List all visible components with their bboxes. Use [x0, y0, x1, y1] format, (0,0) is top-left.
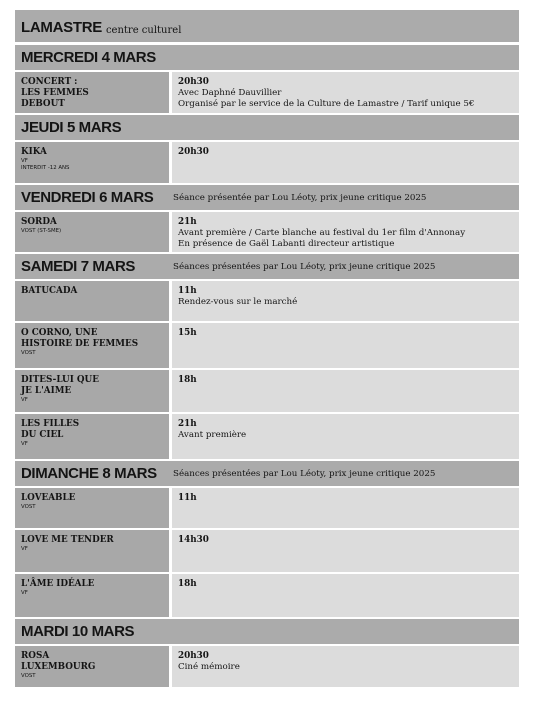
film-tag: VOST [21, 673, 36, 679]
venue-subtitle: centre culturel [105, 25, 182, 36]
event-row [15, 370, 519, 412]
day-title: SAMEDI 7 MARS [21, 258, 135, 275]
film-title-line: LUXEMBOURG [21, 662, 96, 672]
film-cell [15, 212, 169, 252]
film-title-line: BATUCADA [21, 286, 78, 296]
film-title-line: LES FILLES [21, 419, 80, 429]
program-sheet [15, 10, 519, 689]
showtime: 18h [178, 375, 197, 385]
event-row [15, 323, 519, 368]
day-title: DIMANCHE 8 MARS [21, 465, 157, 482]
details-cell [172, 530, 519, 572]
film-title-line: CONCERT : [21, 77, 78, 87]
film-cell [15, 488, 169, 528]
film-title-line: JE L'AIME [21, 386, 72, 396]
film-title-line: HISTOIRE DE FEMMES [21, 339, 139, 349]
film-title-line: KIKA [21, 147, 47, 157]
day-note: Séances présentées par Lou Léoty, prix jeune critique 2025 [173, 468, 436, 479]
film-tag: VF [21, 590, 28, 596]
showtime: 21h [178, 217, 197, 227]
film-tag: VF [21, 546, 28, 552]
film-cell [15, 574, 169, 617]
film-title-line: DITES-LUI QUE [21, 375, 99, 385]
showtime: 20h30 [178, 651, 209, 661]
details-cell [172, 212, 519, 252]
event-detail: Organisé par le service de la Culture de Lamastre / Tarif unique 5€ [178, 99, 475, 109]
showtime: 11h [178, 286, 197, 296]
event-row [15, 488, 519, 528]
film-cell [15, 72, 169, 113]
details-cell [172, 281, 519, 321]
film-tag: VOST [21, 350, 36, 356]
film-title-line: O CORNO, UNE [21, 328, 98, 338]
film-title-line: DEBOUT [21, 99, 65, 109]
event-detail: Ciné mémoire [178, 662, 240, 672]
film-cell [15, 142, 169, 183]
day-title: MARDI 10 MARS [21, 623, 135, 640]
day-header [15, 185, 519, 210]
details-cell [172, 646, 519, 687]
film-title-line: L'ÂME IDÉALE [21, 579, 95, 589]
film-tag: VOST (ST-SME) [21, 228, 62, 234]
film-tag: VF [21, 441, 28, 447]
showtime: 20h30 [178, 147, 209, 157]
venue-name: LAMASTRE [21, 19, 102, 36]
details-cell [172, 370, 519, 412]
event-row [15, 72, 519, 113]
day-header [15, 619, 519, 644]
showtime: 21h [178, 419, 197, 429]
film-cell [15, 414, 169, 459]
details-cell [172, 142, 519, 183]
film-cell [15, 323, 169, 368]
day-note: Séance présentée par Lou Léoty, prix jeune critique 2025 [173, 192, 427, 203]
day-header [15, 45, 519, 70]
day-title: JEUDI 5 MARS [21, 119, 122, 136]
event-row [15, 530, 519, 572]
film-tag: INTERDIT -12 ANS [21, 165, 70, 171]
day-header [15, 115, 519, 140]
day-header [15, 254, 519, 279]
event-detail: Rendez-vous sur le marché [178, 297, 298, 307]
details-cell [172, 574, 519, 617]
day-header [15, 461, 519, 486]
event-row [15, 574, 519, 617]
event-row [15, 142, 519, 183]
showtime: 14h30 [178, 535, 209, 545]
day-title: MERCREDI 4 MARS [21, 49, 156, 66]
details-cell [172, 414, 519, 459]
showtime: 11h [178, 493, 197, 503]
film-title-line: SORDA [21, 217, 57, 227]
details-cell [172, 488, 519, 528]
film-title-line: LOVE ME TENDER [21, 535, 114, 545]
film-title-line: LOVEABLE [21, 493, 76, 503]
event-detail: Avant première / Carte blanche au festival du 1er film d'Annonay [178, 228, 466, 238]
film-tag: VF [21, 397, 28, 403]
schedule [15, 45, 519, 687]
event-detail: Avec Daphné Dauvillier [178, 88, 282, 98]
event-row [15, 646, 519, 687]
showtime: 18h [178, 579, 197, 589]
event-row [15, 212, 519, 252]
film-cell [15, 281, 169, 321]
event-detail: En présence de Gaël Labanti directeur artistique [178, 239, 395, 249]
showtime: 15h [178, 328, 197, 338]
film-cell [15, 646, 169, 687]
film-title-line: LES FEMMES [21, 88, 89, 98]
event-row [15, 414, 519, 459]
day-note: Séances présentées par Lou Léoty, prix jeune critique 2025 [173, 261, 436, 272]
venue-header [15, 10, 519, 42]
film-cell [15, 530, 169, 572]
event-detail: Avant première [178, 430, 247, 440]
event-row [15, 281, 519, 321]
film-cell [15, 370, 169, 412]
film-tag: VOST [21, 504, 36, 510]
day-title: VENDREDI 6 MARS [21, 189, 154, 206]
details-cell [172, 72, 519, 113]
film-tag: VF [21, 158, 28, 164]
showtime: 20h30 [178, 77, 209, 87]
film-title-line: DU CIEL [21, 430, 64, 440]
film-title-line: ROSA [21, 651, 50, 661]
details-cell [172, 323, 519, 368]
